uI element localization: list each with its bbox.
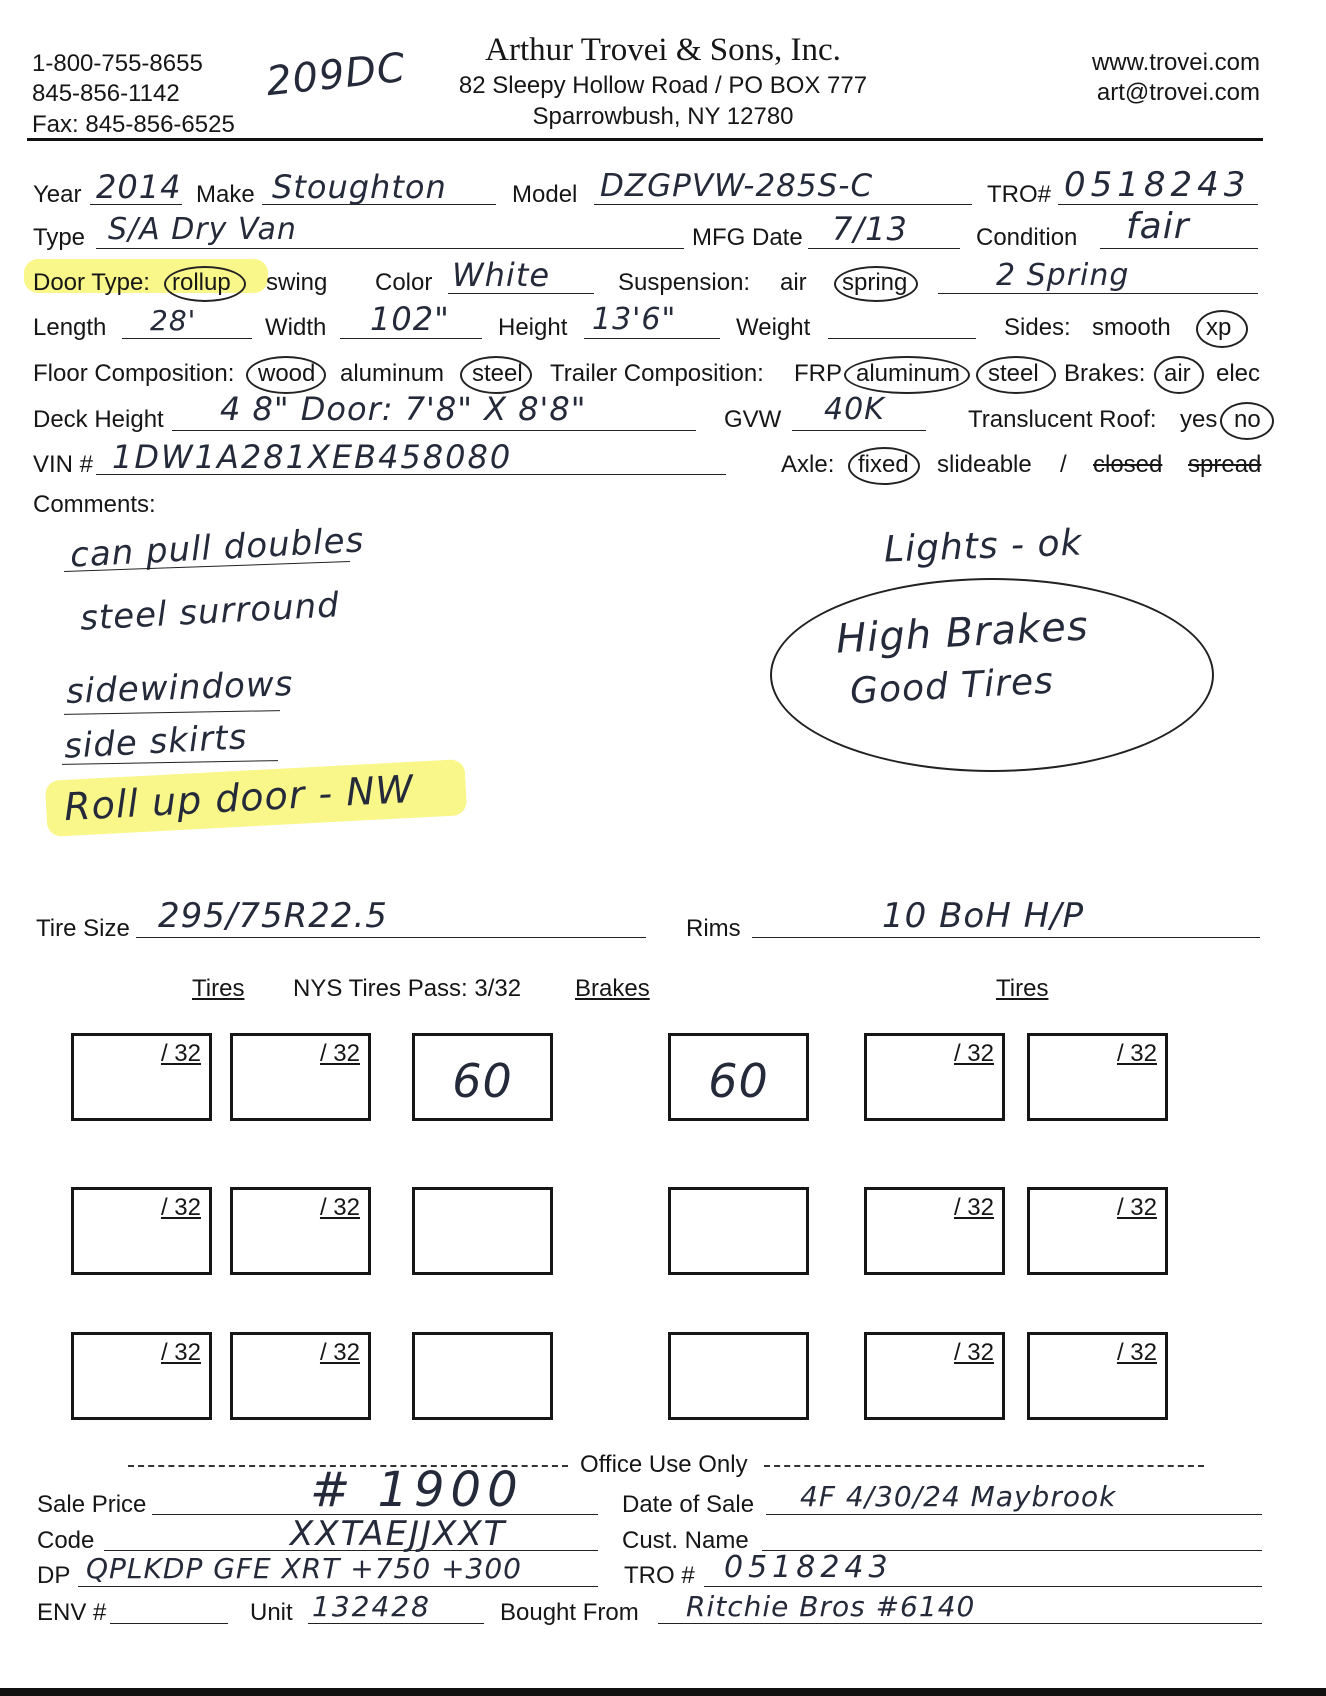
condition-value[interactable]: fair (1126, 206, 1190, 247)
color-label: Color (375, 269, 433, 296)
fixed-selected-circle (848, 447, 920, 485)
translucent-yes-option[interactable]: yes (1180, 406, 1218, 433)
unit-label: Unit (250, 1599, 293, 1626)
brakes-elec-option[interactable]: elec (1216, 360, 1261, 387)
mfg-date-value[interactable]: 7/13 (832, 210, 908, 248)
vin-label: VIN # (33, 451, 94, 478)
tro-2-label: TRO # (624, 1562, 695, 1589)
env-line (110, 1623, 228, 1624)
tire-box[interactable] (864, 1187, 1005, 1275)
gvw-label: GVW (724, 406, 782, 433)
handwritten-code: 209DC (263, 44, 409, 106)
floor-composition-label: Floor Composition: (33, 360, 235, 387)
sides-label: Sides: (1004, 314, 1071, 341)
tread-fraction: / 32 (1116, 1194, 1157, 1221)
brake-box[interactable] (412, 1033, 553, 1121)
gvw-line (792, 430, 926, 431)
tro-2-line (704, 1586, 1262, 1587)
trailer-frp-option[interactable]: FRP (794, 360, 842, 387)
header-divider (27, 138, 1263, 141)
trailer-aluminum-option[interactable]: aluminum (856, 360, 961, 387)
deck-height-line (172, 430, 696, 431)
axle-label: Axle: (781, 451, 835, 478)
wood-selected-circle (246, 356, 326, 394)
cust-name-label: Cust. Name (622, 1527, 749, 1554)
comments-label: Comments: (33, 491, 156, 518)
comment-3: sidewindows (65, 664, 295, 712)
door-swing-option[interactable]: swing (266, 269, 328, 296)
width-line (340, 338, 482, 339)
office-use-only-label: Office Use Only (580, 1451, 748, 1478)
brakes-air-option[interactable]: air (1164, 360, 1191, 387)
rims-label: Rims (686, 915, 741, 942)
length-label: Length (33, 314, 107, 341)
trailer-aluminum-selected-circle (844, 356, 970, 394)
tread-fraction: / 32 (953, 1339, 994, 1366)
floor-aluminum-option[interactable]: aluminum (340, 360, 445, 387)
suspension-spring-option[interactable]: spring (842, 269, 908, 296)
mfg-date-line (808, 248, 960, 249)
weight-line (828, 338, 976, 339)
width-label: Width (265, 314, 327, 341)
website: www.trovei.com (1091, 49, 1260, 76)
model-value[interactable]: DZGPVW-285S-C (600, 168, 874, 204)
tread-fraction: / 32 (1116, 1339, 1157, 1366)
height-label: Height (498, 314, 568, 341)
condition-line (1100, 248, 1258, 249)
tire-box[interactable] (864, 1033, 1005, 1121)
type-value[interactable]: S/A Dry Van (108, 212, 297, 247)
axle-slideable-option[interactable]: slideable (937, 451, 1032, 478)
floor-steel-selected-circle (460, 356, 532, 394)
unit-line (308, 1623, 484, 1624)
company-name: Arthur Trovei & Sons, Inc. (485, 32, 841, 68)
translucent-no-option[interactable]: no (1234, 406, 1261, 433)
sides-smooth-option[interactable]: smooth (1092, 314, 1171, 341)
tire-box[interactable] (1027, 1187, 1168, 1275)
vin-value[interactable]: 1DW1A281XEB458080 (112, 438, 513, 476)
tire-box[interactable] (864, 1332, 1005, 1420)
date-of-sale-value[interactable]: 4F 4/30/24 Maybrook (800, 1480, 1117, 1513)
color-value[interactable]: White (452, 256, 551, 294)
dp-value[interactable]: QPLKDP GFE XRT +750 +300 (86, 1552, 522, 1585)
dp-label: DP (37, 1562, 71, 1589)
length-value[interactable]: 28' (150, 304, 197, 337)
weight-label: Weight (736, 314, 811, 341)
brakes-label: Brakes: (1064, 360, 1146, 387)
type-label: Type (33, 224, 86, 251)
door-type-label: Door Type: (33, 269, 150, 296)
bought-from-value[interactable]: Ritchie Bros #6140 (686, 1590, 976, 1623)
phone-1: 1-800-755-8655 (32, 50, 203, 77)
tread-fraction: / 32 (160, 1339, 201, 1366)
fax-number: Fax: 845-856-6525 (32, 111, 235, 138)
deck-height-label: Deck Height (33, 406, 164, 433)
rims-line (752, 937, 1260, 938)
year-label: Year (33, 181, 82, 208)
tread-fraction: / 32 (953, 1040, 994, 1067)
sides-xp-option[interactable]: xp (1206, 314, 1232, 341)
no-selected-circle (1220, 402, 1274, 440)
tire-box[interactable] (1027, 1033, 1168, 1121)
rims-value[interactable]: 10 BoH H/P (882, 896, 1085, 936)
comment-5: Roll up door - NW (63, 766, 416, 830)
comment-high-brakes: High Brakes (834, 603, 1090, 663)
tread-fraction: / 32 (1116, 1040, 1157, 1067)
rollup-selected-circle (164, 266, 246, 302)
office-dash-right (764, 1465, 1204, 1467)
trailer-composition-label: Trailer Composition: (550, 360, 764, 387)
tread-fraction: / 32 (319, 1339, 360, 1366)
trailer-steel-selected-circle (976, 356, 1056, 394)
axle-slash: / (1060, 451, 1067, 478)
suspension-note-line (938, 293, 1258, 294)
tire-size-line (136, 937, 646, 938)
model-line (594, 204, 972, 205)
tread-fraction: / 32 (953, 1194, 994, 1221)
brake-box[interactable] (412, 1332, 553, 1420)
deck-height-value[interactable]: 4 8" Door: 7'8" X 8'8" (220, 390, 587, 428)
env-label: ENV # (37, 1599, 107, 1626)
tire-box[interactable] (1027, 1332, 1168, 1420)
tire-box[interactable] (71, 1187, 212, 1275)
year-value[interactable]: 2014 (96, 168, 182, 206)
tread-fraction: / 32 (160, 1194, 201, 1221)
tread-fraction: / 32 (160, 1040, 201, 1067)
comment-2: steel surround (79, 585, 341, 639)
comment-good-tires: Good Tires (849, 660, 1055, 713)
nys-pass-header: NYS Tires Pass: 3/32 (293, 975, 522, 1002)
company-address-2: Sparrowbush, NY 12780 (532, 103, 794, 130)
tire-box[interactable] (71, 1033, 212, 1121)
comment-lights: Lights - ok (883, 522, 1084, 571)
suspension-note-value[interactable]: 2 Spring (996, 258, 1130, 293)
tro-label: TRO# (987, 181, 1052, 208)
axle-fixed-option[interactable]: fixed (858, 451, 909, 478)
code-value[interactable]: XXTAEJJXXT (290, 1514, 507, 1554)
tire-size-value[interactable]: 295/75R22.5 (158, 896, 388, 936)
brake-box[interactable] (668, 1187, 809, 1275)
trailer-steel-option[interactable]: steel (988, 360, 1039, 387)
tro-value[interactable]: 0518243 (1064, 165, 1251, 205)
brake-value: 60 (452, 1054, 513, 1108)
brake-value: 60 (708, 1054, 769, 1108)
date-of-sale-label: Date of Sale (622, 1491, 755, 1518)
scan-edge (0, 1688, 1326, 1696)
floor-steel-option[interactable]: steel (472, 360, 523, 387)
tread-fraction: / 32 (319, 1194, 360, 1221)
suspension-label: Suspension: (618, 269, 751, 296)
unit-value[interactable]: 132428 (312, 1590, 431, 1623)
tire-box[interactable] (230, 1187, 371, 1275)
make-value[interactable]: Stoughton (272, 168, 447, 206)
brake-box[interactable] (412, 1187, 553, 1275)
height-line (584, 338, 720, 339)
company-address-1: 82 Sleepy Hollow Road / PO BOX 777 (458, 72, 868, 99)
translucent-roof-label: Translucent Roof: (968, 406, 1157, 433)
tire-box[interactable] (230, 1332, 371, 1420)
sale-price-label: Sale Price (37, 1491, 147, 1518)
brake-box[interactable] (668, 1332, 809, 1420)
phone-2: 845-856-1142 (32, 80, 180, 107)
axle-spread-option[interactable]: spread (1188, 451, 1262, 478)
tire-box[interactable] (230, 1033, 371, 1121)
date-of-sale-line (766, 1514, 1262, 1515)
sale-price-value[interactable]: # 1900 (310, 1462, 524, 1518)
tire-box[interactable] (71, 1332, 212, 1420)
width-value[interactable]: 102" (370, 300, 450, 338)
model-label: Model (512, 181, 578, 208)
door-rollup-option[interactable]: rollup (172, 269, 231, 296)
xp-selected-circle (1196, 310, 1248, 348)
mfg-date-label: MFG Date (692, 224, 803, 251)
condition-label: Condition (976, 224, 1078, 251)
bought-from-label: Bought From (500, 1599, 639, 1626)
brakes-header: Brakes (575, 975, 650, 1002)
tires-left-header: Tires (192, 975, 245, 1002)
brake-box[interactable] (668, 1033, 809, 1121)
tires-right-header: Tires (996, 975, 1049, 1002)
height-value[interactable]: 13'6" (592, 302, 677, 337)
comment-4: side skirts (63, 717, 249, 767)
floor-wood-option[interactable]: wood (258, 360, 316, 387)
email: art@trovei.com (1096, 79, 1260, 106)
dp-line (78, 1586, 598, 1587)
brakes-air-selected-circle (1154, 356, 1204, 394)
gvw-value[interactable]: 40K (824, 392, 885, 427)
type-line (96, 248, 684, 249)
comment-1: can pull doubles (69, 520, 366, 576)
spring-selected-circle (834, 266, 918, 302)
tread-fraction: / 32 (319, 1040, 360, 1067)
length-line (122, 338, 252, 339)
bought-from-line (658, 1623, 1262, 1624)
axle-closed-option[interactable]: closed (1093, 451, 1163, 478)
tire-size-label: Tire Size (36, 915, 130, 942)
make-label: Make (196, 181, 255, 208)
tro-2-value[interactable]: 0518243 (724, 1550, 893, 1585)
code-label: Code (37, 1527, 95, 1554)
suspension-air-option[interactable]: air (780, 269, 807, 296)
